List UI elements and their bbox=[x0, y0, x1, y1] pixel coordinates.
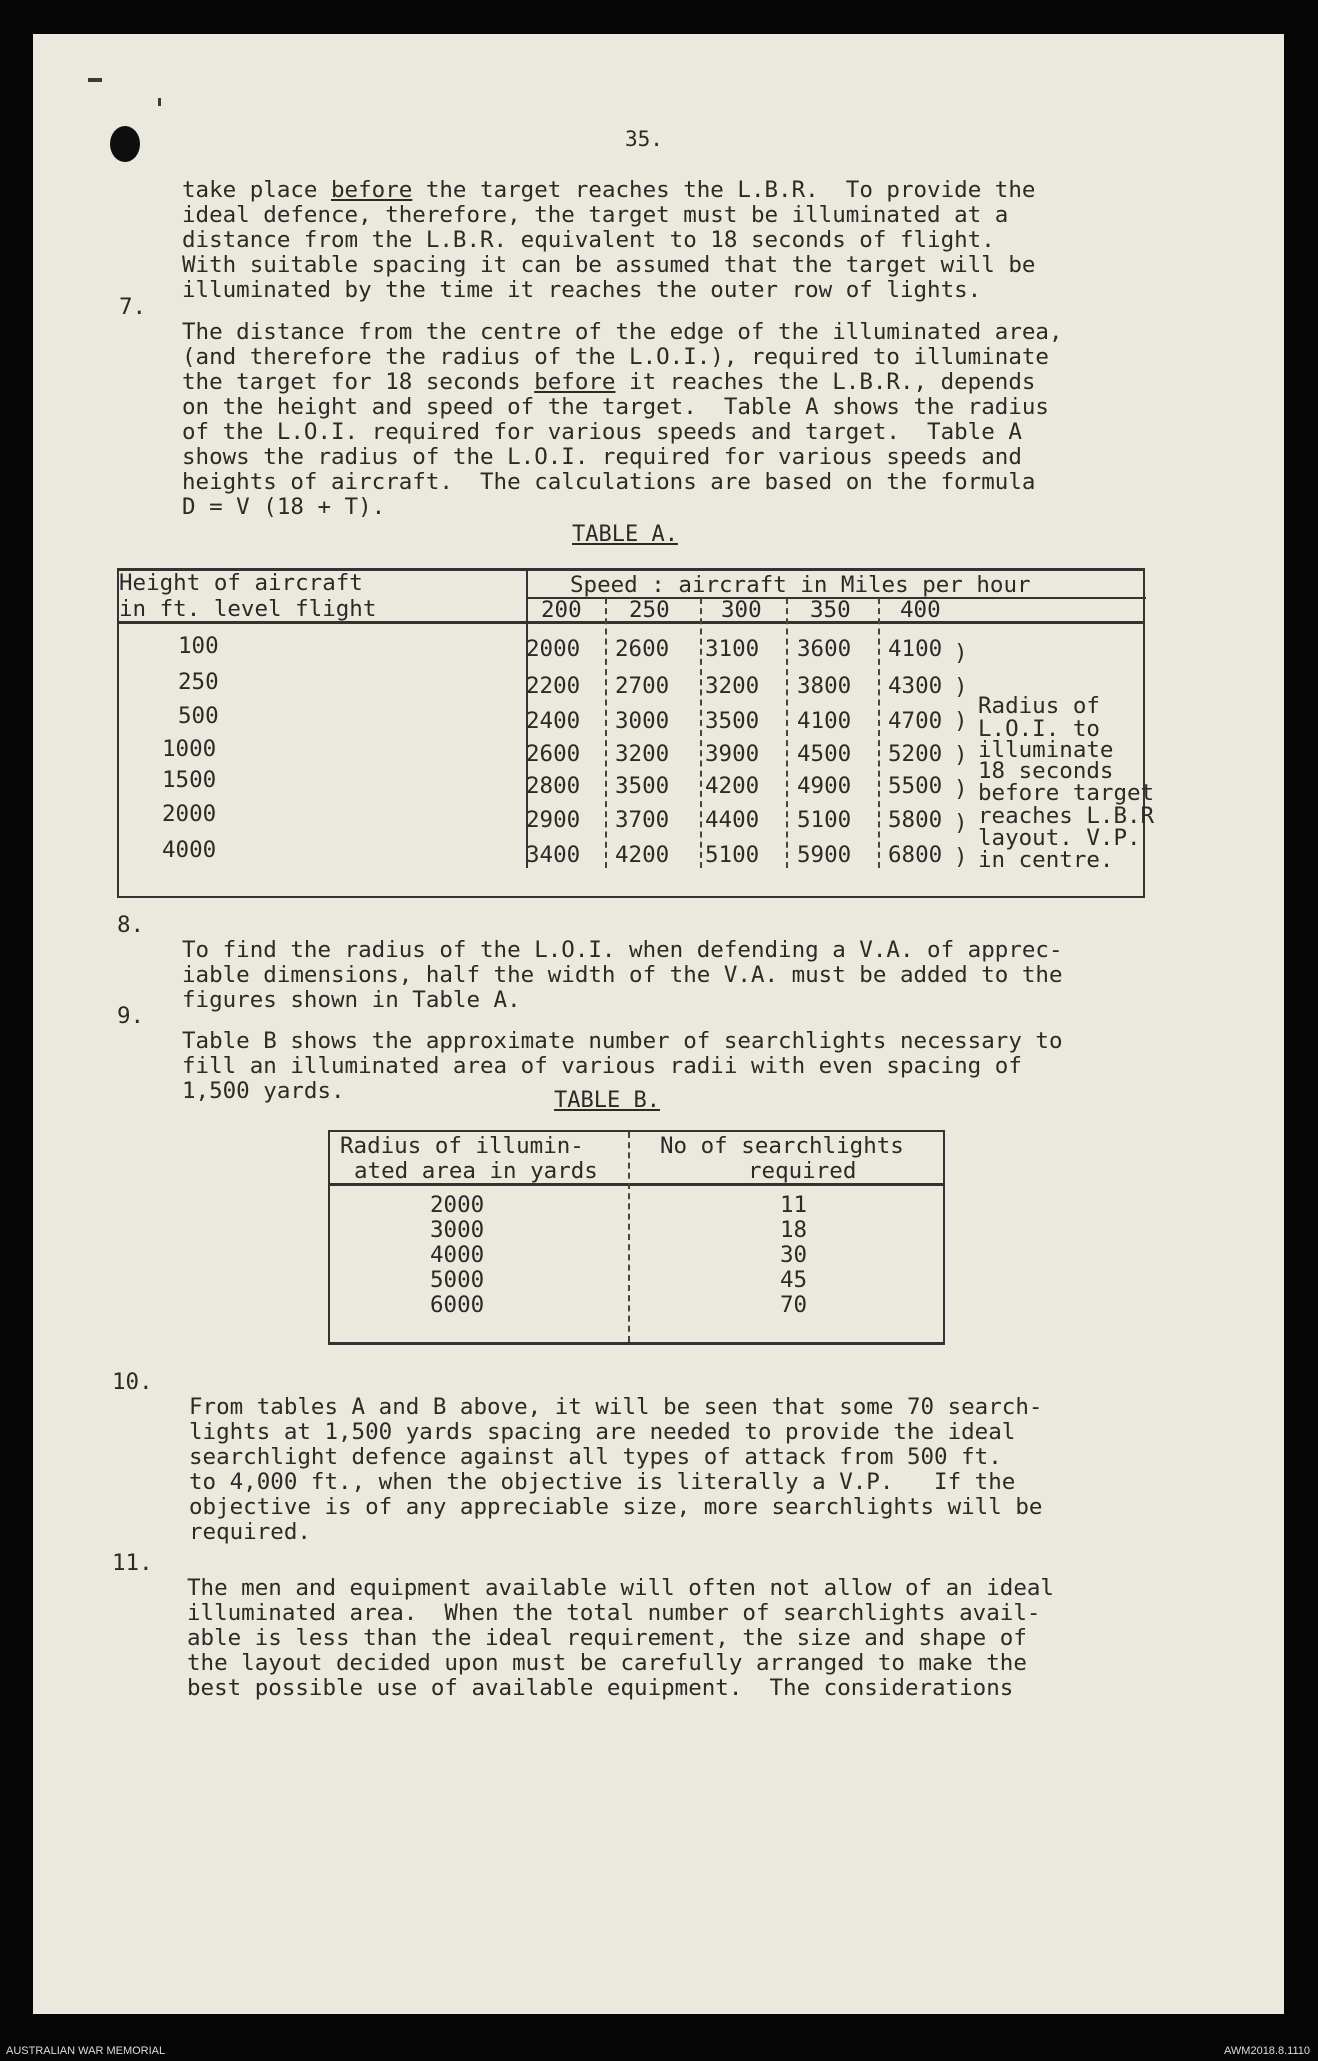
paragraph-8: To find the radius of the L.O.I. when defending a V.A. of apprec- iable dimensions, half the width of the V.A. must be added to the figures shown in Table A. bbox=[182, 937, 1063, 1013]
table-cell: 3800 bbox=[797, 673, 852, 699]
column-divider bbox=[605, 598, 607, 868]
paper-mark bbox=[88, 78, 102, 82]
table-cell: 2200 bbox=[526, 673, 581, 699]
table-rule bbox=[117, 896, 1145, 898]
table-note: L.O.I. to bbox=[978, 716, 1100, 742]
intro-paragraph: take place before the target reaches the L.B.R. To provide the ideal defence, therefore, the target must be illuminated at a distance from the L.B.R. equivalent to 18 seconds of flight. With suitable spacing it can be assumed that the target will be illuminated by the time it reaches the outer row of lights. bbox=[182, 177, 1036, 303]
table-cell: 3200 bbox=[705, 673, 760, 699]
height-value: 500 bbox=[178, 703, 219, 729]
table-cell: 3900 bbox=[705, 741, 760, 767]
footer-id: AWM2018.8.1110 bbox=[1223, 2045, 1310, 2057]
speed-label: 300 bbox=[721, 597, 762, 623]
paragraph-number: 8. bbox=[117, 912, 145, 938]
col-header: No of searchlights bbox=[660, 1133, 904, 1159]
radius-value: 5000 bbox=[430, 1267, 485, 1293]
paragraph-number: 9. bbox=[117, 1003, 145, 1029]
col-header: Radius of illumin- bbox=[340, 1133, 584, 1159]
col-header: ated area in yards bbox=[354, 1158, 598, 1184]
height-value: 250 bbox=[178, 669, 219, 695]
table-cell: 3400 bbox=[526, 842, 581, 868]
table-cell: 5800 bbox=[888, 807, 943, 833]
table-cell: 2900 bbox=[526, 807, 581, 833]
table-cell: 3100 bbox=[705, 636, 760, 662]
paragraph-9: Table B shows the approximate number of searchlights necessary to fill an illuminated area of various radii with even spacing of 1,500 yards. bbox=[182, 1028, 1063, 1104]
height-value: 1500 bbox=[162, 767, 217, 793]
table-cell: 5100 bbox=[797, 807, 852, 833]
table-cell: 4200 bbox=[705, 773, 760, 799]
table-cell: 2600 bbox=[526, 741, 581, 767]
table-note: layout. V.P. bbox=[978, 825, 1141, 851]
table-note: before target bbox=[978, 780, 1155, 806]
table-note: reaches L.B.R bbox=[978, 803, 1155, 829]
table-cell: 2800 bbox=[526, 773, 581, 799]
table-cell: 3200 bbox=[615, 741, 670, 767]
paragraph-7: The distance from the centre of the edge of the illuminated area, (and therefore the radius of the L.O.I.), required to illuminate the target for 18 seconds before it reaches the L.B.R., depends on the height and speed of the target. Table A shows the radius of the L.O.I. required for various speeds and target. Table A shows the radius of the L.O.I. required for various speeds and heights of aircraft. The calculations are based on the formula D = V (18 + T). bbox=[182, 319, 1063, 520]
height-value: 1000 bbox=[162, 736, 217, 762]
speed-label: 200 bbox=[541, 597, 582, 623]
table-b-caption: TABLE B. bbox=[554, 1088, 660, 1113]
table-cell: 2400 bbox=[526, 708, 581, 734]
table-rule bbox=[943, 1130, 945, 1345]
count-value: 18 bbox=[780, 1217, 808, 1243]
table-rule bbox=[328, 1342, 945, 1345]
column-divider bbox=[786, 598, 788, 868]
table-cell: 4900 bbox=[797, 773, 852, 799]
table-cell: 2700 bbox=[615, 673, 670, 699]
paragraph-10: From tables A and B above, it will be seen that some 70 search- lights at 1,500 yards spacing are needed to provide the ideal searchlight defence against all types of attack from 500 ft. to 4,000 ft., when the objective is literally a V.P. If the objective is of any appreciable size, more searchlights will be required. bbox=[189, 1394, 1043, 1545]
column-divider bbox=[628, 1132, 630, 1342]
count-value: 30 bbox=[780, 1242, 808, 1268]
table-note: illuminate bbox=[978, 737, 1114, 763]
table-cell: 4100 bbox=[888, 636, 943, 662]
count-value: 70 bbox=[780, 1292, 808, 1318]
radius-value: 3000 bbox=[430, 1217, 485, 1243]
speed-label: 350 bbox=[810, 597, 851, 623]
table-note: 18 seconds bbox=[978, 758, 1114, 784]
table-cell: 4500 bbox=[797, 741, 852, 767]
table-cell: 5500 bbox=[888, 773, 943, 799]
table-cell: 6800 bbox=[888, 842, 943, 868]
radius-value: 2000 bbox=[430, 1192, 485, 1218]
table-note: in centre. bbox=[978, 847, 1114, 873]
table-cell: 2000 bbox=[526, 636, 581, 662]
height-header: in ft. level flight bbox=[119, 596, 377, 622]
table-cell: 3700 bbox=[615, 807, 670, 833]
paragraph-number: 10. bbox=[112, 1369, 153, 1395]
table-cell: 5900 bbox=[797, 842, 852, 868]
table-a-caption: TABLE A. bbox=[572, 522, 678, 547]
height-value: 100 bbox=[178, 633, 219, 659]
table-cell: 4100 bbox=[797, 708, 852, 734]
table-rule bbox=[1143, 568, 1145, 898]
radius-value: 4000 bbox=[430, 1242, 485, 1268]
paper-mark bbox=[158, 98, 161, 106]
height-value: 2000 bbox=[162, 801, 217, 827]
height-value: 4000 bbox=[162, 837, 217, 863]
table-cell: 5200 bbox=[888, 741, 943, 767]
table-cell: 4200 bbox=[615, 842, 670, 868]
table-note: Radius of bbox=[978, 693, 1100, 719]
table-cell: 4700 bbox=[888, 708, 943, 734]
table-rule bbox=[328, 1130, 330, 1345]
speed-header: Speed : aircraft in Miles per hour bbox=[570, 572, 1031, 598]
speed-label: 250 bbox=[629, 597, 670, 623]
paragraph-number: 11. bbox=[112, 1550, 153, 1576]
paragraph-number: 7. bbox=[119, 294, 147, 320]
height-header: Height of aircraft bbox=[119, 570, 363, 596]
table-cell: 3500 bbox=[705, 708, 760, 734]
column-divider bbox=[700, 598, 702, 868]
table-rule bbox=[328, 1130, 945, 1132]
footer-source: AUSTRALIAN WAR MEMORIAL bbox=[6, 2045, 166, 2057]
brace: ) ) ) ) ) ) ) bbox=[954, 640, 968, 870]
table-cell: 2600 bbox=[615, 636, 670, 662]
table-cell: 3600 bbox=[797, 636, 852, 662]
speed-label: 400 bbox=[900, 597, 941, 623]
column-divider bbox=[878, 598, 880, 868]
count-value: 11 bbox=[780, 1192, 808, 1218]
punch-hole bbox=[110, 126, 140, 162]
page-number: 35. bbox=[625, 127, 663, 151]
col-header: required bbox=[748, 1158, 857, 1184]
count-value: 45 bbox=[780, 1267, 808, 1293]
table-cell: 5100 bbox=[705, 842, 760, 868]
table-cell: 4300 bbox=[888, 673, 943, 699]
paragraph-11: The men and equipment available will often not allow of an ideal illuminated area. When the total number of searchlights avail- able is less than the ideal requirement, the size and shape of the layout decided upon must be carefully arranged to make the best possible use of available equipment. The considerations bbox=[187, 1575, 1054, 1701]
radius-value: 6000 bbox=[430, 1292, 485, 1318]
table-cell: 4400 bbox=[705, 807, 760, 833]
table-cell: 3000 bbox=[615, 708, 670, 734]
table-cell: 3500 bbox=[615, 773, 670, 799]
